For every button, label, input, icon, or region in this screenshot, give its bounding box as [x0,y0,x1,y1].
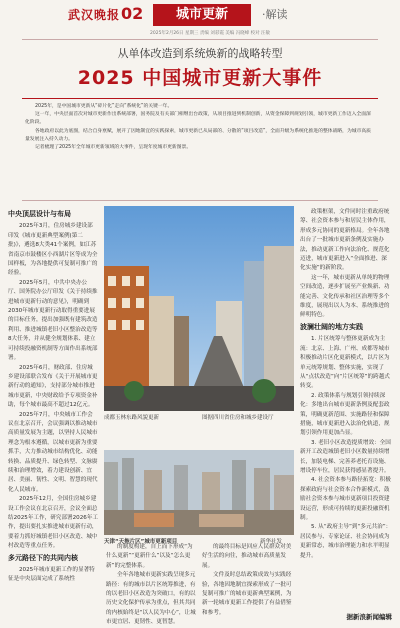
bottom-column-1 [106,543,198,628]
photo-credit: 图据四川省住房和城乡建设厅 [202,415,274,421]
lead-paragraphs [25,103,375,152]
lead-rule [22,200,378,201]
right-column [300,208,392,561]
issue-meta: 2025年2月26日 星期三 责编 刘彩霞 美编 冯晓峰 校对 汪敏 [150,31,271,36]
byline: 据新浪新闻编辑 [346,613,392,621]
street-photo-image [104,206,294,411]
body-paragraph: 的最终目标是回应人民群众对美好生活的向往，推动城市高质量发展。 [202,544,292,569]
masthead [0,0,400,30]
body-paragraph: 2025年12月，全国住房城乡建设工作会议在北京召开，会议全面总结2025年工作，研究部署2026年工作，提出要扎实推进城市更新行动，要着力抓好城镇老旧小区改造、城中村改造等重点任务。 [8,496,99,550]
numbered-item: 1. 片区统筹与整体更新成为主流：北京、上海、广州、成都等城市积极推动片区化更新模式，以片区为单元统筹规划、整体实施，实现了从“点状改造”向“片区统筹”的跨越式转变。 [300,336,390,390]
numbered-item: 5. 从“政府主导”到“多元共治”：居民参与、专家论证、社会协同成为更新常态，城市治理能力和水平明显提升。 [300,524,392,559]
headline-title: 2025 中国城市更新大事件 [77,67,323,89]
lead-paragraph: 各地政府以此为底图，结合自身禀赋，展开了因地制宜的实践探索，城市更新已从局部的、分散的“项目改造”，全面升级为系统化推进的整体战略，为城市高质量发展注入持久动力。 [25,128,371,142]
body-paragraph: 政策框架，文件同时注重政府统筹、社会资本参与和居民主体作用，形成多元协同的更新格局。全年各地出台了一批城市更新条例及实施办法，推动更新工作向法治化、规范化迈进，城市更新进入“全面推进、深化实施”的新阶段。 [300,209,390,272]
numbered-item: 3. 老旧小区改造提质增效：全国新开工改造城镇老旧小区数量持续增长，加装电梯、完善养老托育设施、增设停车位，居民获得感显著提升。 [300,439,391,474]
body-paragraph: 全年各地城市更新实践呈现多元路径：有的城市以片区统筹推进，有的以老旧小区改造为突破口，有的以历史文化保护传承为重点，但其共同的内核始终是“以人民为中心”，让城市更宜居、更韧性、更智慧。 [106,572,196,626]
body-paragraph: 2025年3月，住房城乡建设部印发《城市更新典型案例(第二批)》，遴选8大类41个案例，如江苏省南京市鼓楼区小西湖片区等成为全国样板，为各地提供可复制可推广的经验。 [8,223,98,277]
body-paragraph: 这一年，城市更新从单纯的物理空间改造，逐步扩展至产业焕新、功能完善、文化传承和社区治理等多个维度，展现出以人为本、系统推进的鲜明特色。 [300,274,390,319]
headline-subtitle: 从单体改造到系统焕新的战略转型 [117,47,283,60]
body-paragraph: 2025年6月，财政部、住房城乡建设部联合发布《关于开展城市更新行动的通知》，支持部分城市推进城市更新，中央财政给予专项资金补助，每个城市最高不超过12亿元。 [8,364,98,409]
section-heading: 中央顶层设计与布局 [8,210,71,218]
street-photo [104,206,294,411]
page-number: 02 [121,4,144,23]
lead-paragraph: 这一年，中央层面首次对城市更新作出系统部署，国务院及有关部门相继出台政策，从项目推进到机制创新，从资金保障到规划引领，城市更新工作迈入全面深化阶段。 [25,112,371,126]
body-paragraph: 的制度构建，自上而下形成“为什么更新”“更新什么”以及“怎么更新”的完整体系。 [106,544,193,569]
left-column [8,208,98,585]
body-paragraph: 2025年城市更新工作的显著特征是中央层面完成了系统性 [8,567,95,583]
masthead-rule [22,39,378,40]
section-banner: 城市更新 [153,4,251,26]
headline-rule [22,98,378,99]
section-heading: 多元路径下的共同内核 [8,553,78,562]
body-paragraph: 2025年7月，中央城市工作会议在北京召开，会议强调以推动城市高质量发展为主题，以坚持人民城市理念为根本遵循，以城市更新为重要抓手，大力推动城市结构优化、动能转换、品质提升、绿色转型、文脉赓续和治理增效，着力建设创新、宜居、美丽、韧性、文明、智慧的现代化人民城市。 [8,411,98,493]
lead-paragraph: 2025年，是中国城市更新从“碎片化”走向“系统化”的关键一年。 [35,104,173,109]
lead-paragraph: 记者梳理了2025年全年城市更新领域的大事件，呈现年度城市更新图景。 [35,145,192,151]
bottom-column-2 [202,543,295,618]
paper-name: 武汉晚报 [68,8,121,22]
photo-caption: 成都玉林东路风貌更新 [104,415,160,421]
section-heading: 波澜壮阔的地方实践 [300,322,363,331]
body-paragraph: 2025年5月，中共中央办公厅、国务院办公厅印发《关于持续推进城市更新行动的意见》，明确到2030年城市更新行动取得重要进展的目标任务，提出加强既有建筑改造利用、推进城镇老旧小区整治改造等8大任务，并从健全规划体系、建立可持续投融资机制等方面作出系统部署。 [8,279,98,362]
section-tag: ·解读 [262,8,288,21]
aerial-photo [104,450,294,535]
photo-caption: 天津“天拖片区”城市更新项目 [104,539,178,545]
numbered-item: 4. 社会资本参与路径拓宽：积极探索政府与社会资本合作新模式，鼓励社会资本参与城市更新项目投资建设运营，形成可持续的更新投融资机制。 [300,477,391,521]
numbered-item: 2. 政策体系与规划引领持续深化：多地出台城市更新条例及配套政策，明确更新范围、实施路径和保障措施，城市更新进入法治化轨道，规划引领作用更加凸显。 [300,392,390,437]
body-paragraph: 文件及时总结政策成效与实践经验，各地因地制宜探索形成了一批可复制可推广的城市更新典型案例，为新一轮城市更新工作提供了有益借鉴和参考。 [202,572,292,616]
photo-credit: 新华社发 [260,539,283,545]
aerial-photo-image [104,450,294,535]
